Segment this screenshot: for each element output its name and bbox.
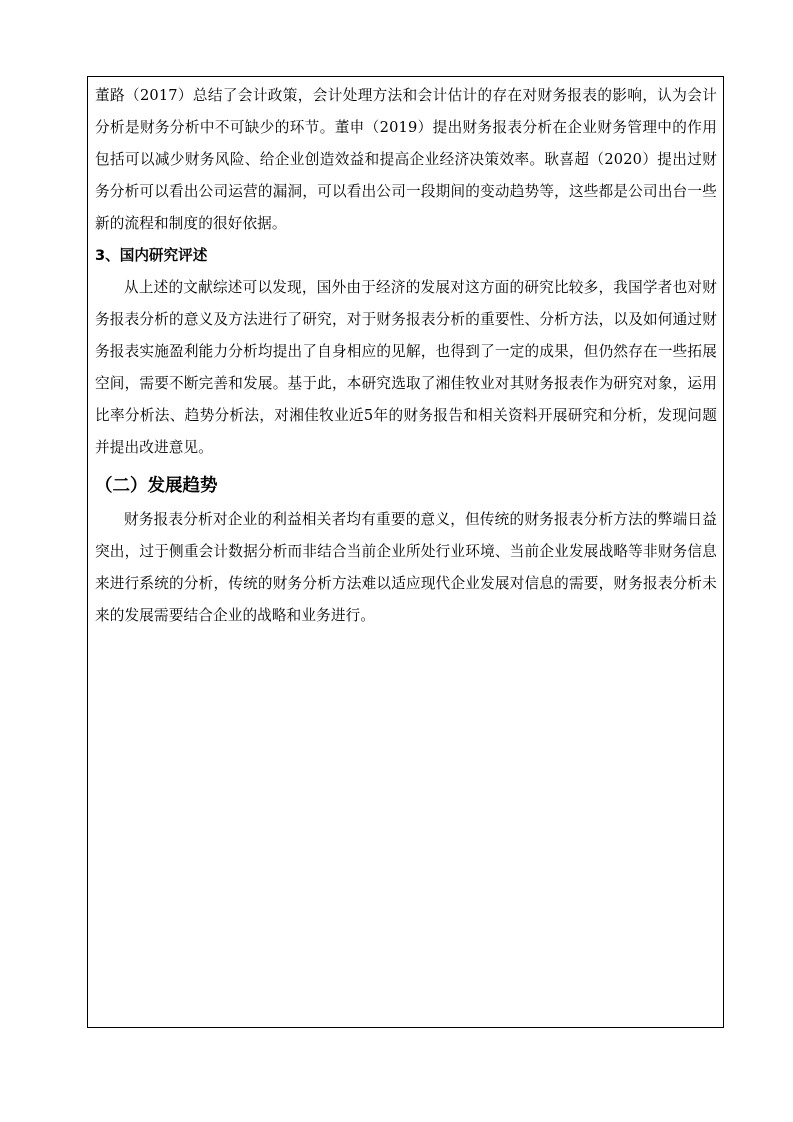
paragraph-domestic-review: 从上述的文献综述可以发现，国外由于经济的发展对这方面的研究比较多，我国学者也对财务报表分析的意义及方法进行了研究，对于财务报表分析的重要性、分析方法，以及如何通过财务报表实施盈利能力分析均提出了自身相应的见解，也得到了一定的成果，但仍然存在一些拓展空间，需要不断完善和发展。基于此，本研究选取了湘佳牧业对其财务报表作为研究对象，运用比率分析法、趋势分析法，对湘佳牧业近5年的财务报告和相关资料开展研究和分析，发现问题并提出改进意见。 (95, 279, 717, 456)
paragraph-development-trend: 财务报表分析对企业的利益相关者均有重要的意义，但传统的财务报表分析方法的弊端日益突出，过于侧重会计数据分析而非结合当前企业所处行业环境、当前企业发展战略等非财务信息来进行系统的分析，传统的财务分析方法难以适应现代企业发展对信息的需要，财务报表分析未来的发展需要结合企业的战略和业务进行。 (95, 511, 717, 624)
heading-development-trend: （二）发展趋势 (95, 476, 218, 496)
heading-domestic-review: 3、国内研究评述 (95, 247, 208, 264)
paragraph-literature-review: 董路（2017）总结了会计政策，会计处理方法和会计估计的存在对财务报表的影响，认为会计分析是财务分析中不可缺少的环节。董申（2019）提出财务报表分析在企业财务管理中的作用包括可以减少财务风险、给企业创造效益和提高企业经济决策效率。耿喜超（2020）提出过财务分析可以看出公司运营的漏洞，可以看出公司一段期间的变动趋势等，这些都是公司出台一些新的流程和制度的很好依据。 (95, 87, 717, 232)
cell-content (95, 80, 717, 632)
